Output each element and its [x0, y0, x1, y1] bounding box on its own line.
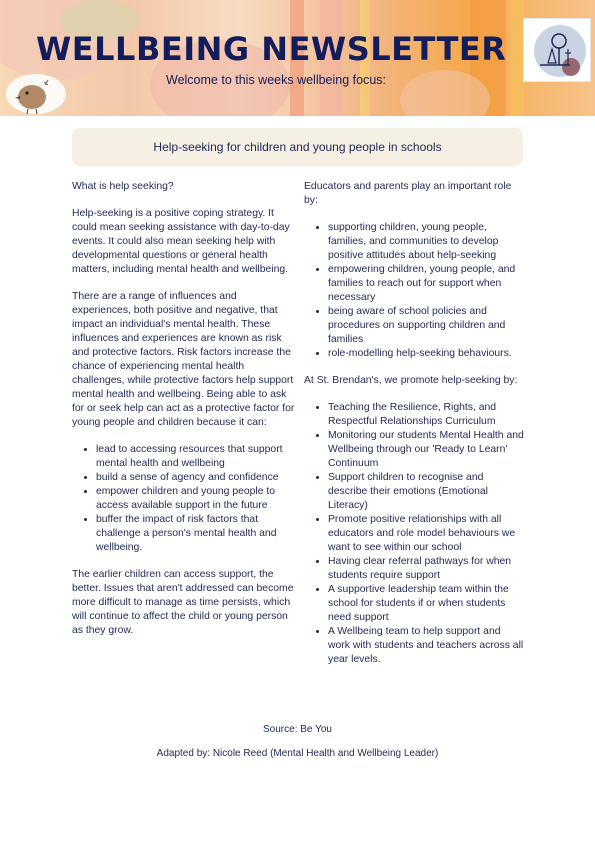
paragraph-early-support: The earlier children can access support, the better. Issues that aren't addressed can become more difficult to manage as time persists, which will continue to affect the child or young person as they grow.	[72, 569, 294, 636]
topic-heading: Help-seeking for children and young people in schools	[72, 128, 523, 166]
list-item: • being aware of school policies and procedures on supporting children and families	[328, 305, 524, 347]
list-item: • lead to accessing resources that support mental health and wellbeing	[96, 443, 296, 471]
section-question: What is help seeking?	[72, 181, 174, 192]
list-item: • Promote positive relationships with all educators and role model behaviours we want to see within our school	[328, 513, 524, 555]
right-column	[304, 180, 524, 680]
list-item: • Teaching the Resilience, Rights, and Respectful Relationships Curriculum	[328, 401, 524, 429]
paragraph-definition: Help-seeking is a positive coping strategy. It could mean seeking assistance with day-to-day events. It could also mean seeking help with developmental questions or general health matters, including mental health and wellbeing.	[72, 208, 290, 275]
list-item: • Having clear referral pathways for when students require support	[328, 555, 524, 583]
list-item: • A supportive leadership team within the school for students if or when students need support	[328, 583, 524, 625]
school-actions-list	[304, 401, 524, 667]
educators-intro: Educators and parents play an important role by:	[304, 181, 512, 206]
list-item: • supporting children, young people, families, and communities to develop positive attitudes about help-seeking	[328, 221, 524, 263]
newsletter-title: WELLBEING NEWSLETTER	[36, 30, 507, 68]
paragraph-risk-factors: There are a range of influences and experiences, both positive and negative, that impact an individual's mental health. These influences and experiences are known as risk and protective factors. Risk factors increase the chance of experiencing mental health challenges, while protective factors help support mental health and wellbeing. Being able to ask for or seek help can act as a protective factor for young people and children because it can:	[72, 291, 295, 428]
list-item: • role-modelling help-seeking behaviours.	[328, 347, 524, 361]
educators-list	[304, 221, 524, 361]
list-item: • empowering children, young people, and families to reach out for support when necessary	[328, 263, 524, 305]
list-item: • Support children to recognise and describe their emotions (Emotional Literacy)	[328, 471, 524, 513]
list-item: • empower children and young people to access available support in the future	[96, 485, 296, 513]
school-logo	[523, 18, 591, 82]
benefits-list	[72, 443, 296, 555]
list-item: • Monitoring our students Mental Health and Wellbeing through our 'Ready to Learn' Continuum	[328, 429, 524, 471]
source-credit: Source: Be You	[263, 724, 332, 735]
adapted-credit: Adapted by: Nicole Reed (Mental Health and Wellbeing Leader)	[156, 748, 439, 759]
welcome-text: Welcome to this weeks wellbeing focus:	[166, 73, 387, 87]
list-item: • buffer the impact of risk factors that challenge a person's mental health and wellbeing.	[96, 513, 296, 555]
school-intro: At St. Brendan's, we promote help-seeking by:	[304, 375, 518, 386]
bird-illustration	[0, 72, 66, 116]
list-item: • build a sense of agency and confidence	[96, 471, 296, 485]
left-column	[72, 180, 296, 651]
list-item: • A Wellbeing team to help support and work with students and teachers across all year levels.	[328, 625, 524, 667]
